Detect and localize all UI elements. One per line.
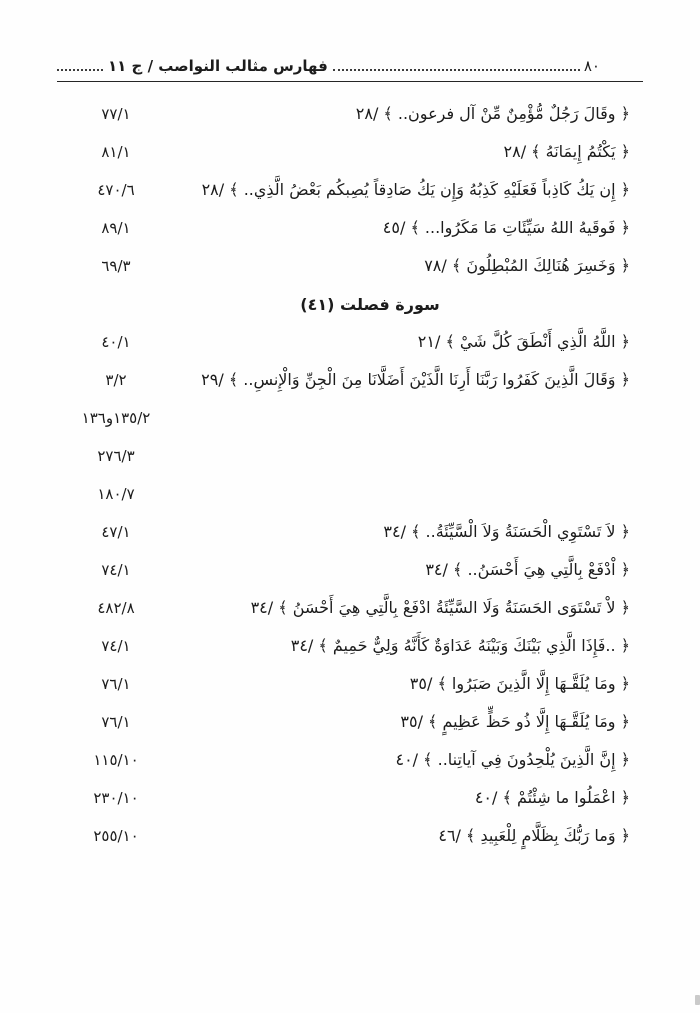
index-entry-row bbox=[0, 817, 700, 855]
verse-citation: ﴿ اْدْفَعْ بِالَّتِي هِيَ أَحْسَنُ.. ﴾ /٣٤ bbox=[425, 560, 630, 579]
book-title: فهارس مثالب النواصب / ج ١١ bbox=[108, 56, 328, 75]
index-entry-row bbox=[0, 741, 700, 779]
surah-heading-row bbox=[0, 285, 700, 323]
index-entry-row bbox=[0, 779, 700, 817]
volume-page-reference: ٤٧/١ bbox=[101, 522, 131, 541]
volume-page-reference: ٧٤/١ bbox=[101, 560, 131, 579]
index-entry-row bbox=[0, 627, 700, 665]
verse-citation: ﴿ وقَالَ رَجُلٌ مُّؤْمِنٌ مِّنْ آل فرعون.. ﴾ /٢٨ bbox=[355, 104, 630, 123]
index-entry-row bbox=[0, 437, 700, 475]
index-entry-row bbox=[0, 247, 700, 285]
volume-page-reference: ٤٨٢/٨ bbox=[97, 598, 135, 617]
volume-page-reference: ٧٦/١ bbox=[101, 674, 131, 693]
index-entry-row bbox=[0, 703, 700, 741]
verse-citation: ﴿ وَما رَبُّكَ بِظَلَّامٍ لِلْعَبِيدِ ﴾ /٤٦ bbox=[438, 826, 630, 845]
verse-citation: ﴿ اعْمَلُوا ما شِئْتُمْ ﴾ /٤٠ bbox=[474, 788, 630, 807]
volume-page-reference: ٢٣٠/١٠ bbox=[93, 788, 139, 807]
volume-page-reference: ٧٧/١ bbox=[101, 104, 131, 123]
index-entry-row bbox=[0, 551, 700, 589]
verse-citation: ﴿ لاْ تَسْتَوَى الحَسَنَةُ وَلَا السَّيِّئَةُ ادْفَعْ بِالَّتِي هِيَ أَحْسَنُ ﴾ /٣٤ bbox=[250, 598, 630, 617]
volume-page-reference: ٨١/١ bbox=[101, 142, 131, 161]
index-entry-row bbox=[0, 361, 700, 399]
verse-index-list bbox=[0, 82, 700, 855]
surah-heading: سورة فصلت (٤١) bbox=[300, 294, 440, 314]
index-entry-row bbox=[0, 399, 700, 437]
volume-page-reference: ٨٩/١ bbox=[101, 218, 131, 237]
volume-page-reference: ١٣٥/٢و١٣٦ bbox=[81, 408, 151, 427]
volume-page-reference: ٣/٢ bbox=[105, 370, 127, 389]
verse-citation: ﴿ فَوقَيهُ اللهُ سَيِّئَاتِ مَا مَكَرُوا... ﴾ /٤٥ bbox=[382, 218, 630, 237]
dotted-leader-left bbox=[57, 68, 103, 71]
index-entry-row bbox=[0, 209, 700, 247]
verse-citation: ﴿ وَخَسِرَ هُنَالِكَ المُبْطِلُونَ ﴾ /٧٨ bbox=[424, 256, 630, 275]
index-entry-row bbox=[0, 95, 700, 133]
index-entry-row bbox=[0, 171, 700, 209]
volume-page-reference: ١٨٠/٧ bbox=[97, 484, 135, 503]
index-entry-row bbox=[0, 133, 700, 171]
index-entry-row bbox=[0, 665, 700, 703]
volume-page-reference: ٤٠/١ bbox=[101, 332, 131, 351]
verse-citation: ﴿ إِنَّ الَّذِينَ يُلْحِدُونَ فِي آياتِنا.. ﴾ /٤٠ bbox=[395, 750, 630, 769]
index-entry-row bbox=[0, 589, 700, 627]
index-entry-row bbox=[0, 323, 700, 361]
verse-citation: ﴿ لاَ تَسْتَوِي الْحَسَنَةُ وَلاَ الْسَّيِّئَةُ.. ﴾ /٣٤ bbox=[383, 522, 630, 541]
volume-page-reference: ١١٥/١٠ bbox=[93, 750, 139, 769]
verse-citation: ﴿ يَكْتُمُ إِيمَانَهُ ﴾ /٢٨ bbox=[503, 142, 630, 161]
volume-page-reference: ٢٧٦/٣ bbox=[97, 446, 135, 465]
dotted-leader-right bbox=[333, 68, 580, 71]
volume-page-reference: ٦٩/٣ bbox=[101, 256, 131, 275]
running-header bbox=[0, 50, 700, 74]
verse-citation: ﴿ ومَا يُلَقَّـهَا إِلَّا ذُو حَظٍّ عَظِيمٍ ﴾ /٣٥ bbox=[400, 712, 630, 731]
scan-smudge bbox=[695, 995, 700, 1005]
index-entry-row bbox=[0, 513, 700, 551]
volume-page-reference: ٧٦/١ bbox=[101, 712, 131, 731]
verse-citation: ﴿ اللَّهُ الَّذِي أَنْطَقَ كُلَّ شَيْ ﴾ /٢١ bbox=[417, 332, 630, 351]
volume-page-reference: ٤٧٠/٦ bbox=[97, 180, 135, 199]
verse-citation: ﴿ ومَا يُلَقَّـهَا إِلَّا الَّذِينَ صَبَرُوا ﴾ /٣٥ bbox=[409, 674, 630, 693]
page-number: ٨٠ bbox=[583, 56, 600, 75]
index-entry-row bbox=[0, 475, 700, 513]
volume-page-reference: ٧٤/١ bbox=[101, 636, 131, 655]
volume-page-reference: ٢٥٥/١٠ bbox=[93, 826, 139, 845]
verse-citation: ﴿ ..فَإِذَا الَّذِي بَيْنَكَ وَبَيْنَهُ عَدَاوَةٌ كَأَنَّهُ وَلِيٌّ حَمِيمٌ ﴾ /٣٤ bbox=[290, 636, 630, 655]
verse-citation: ﴿ وَقَالَ الَّذِينَ كَفَرُوا رَبَّنَا أَرِنَا الَّذَيْنَ أَضَلَّانَا مِنَ الْجِنِّ وَالْإِنسِ.. ﴾ /٢٩ bbox=[201, 370, 630, 389]
verse-citation: ﴿ إِن يَكُ كَاذِباً فَعَلَيْهِ كَذِبُهُ وَإِن يَكُ صَادِقاً يُصِبكُم بَعْضُ الَّذِي.. ﴾ /٢٨ bbox=[201, 180, 630, 199]
